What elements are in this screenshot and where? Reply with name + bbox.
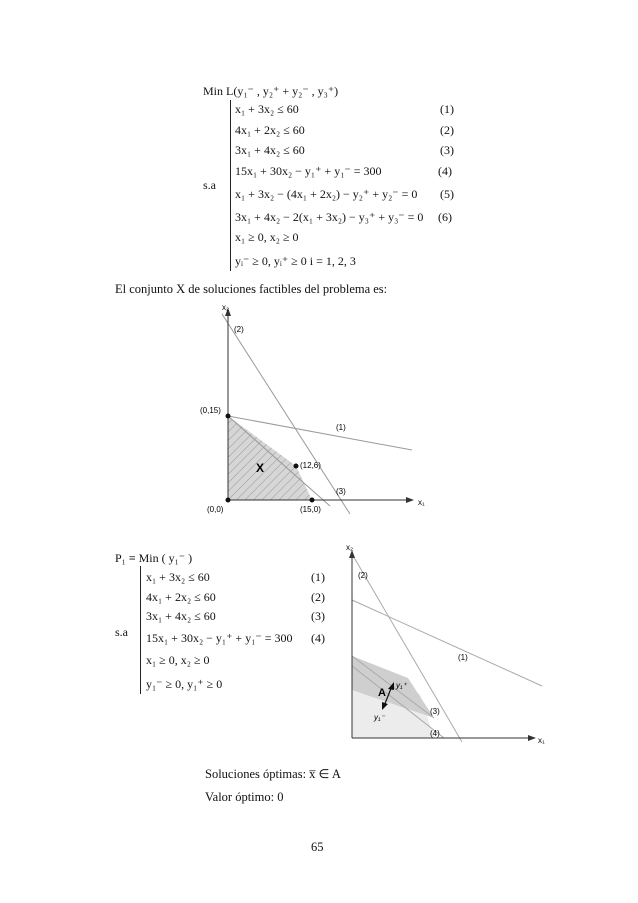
point-label-0-0: (0,0) (207, 505, 224, 514)
x2-axis-label: x₂ (222, 303, 230, 312)
constraint-6-tag: (6) (438, 210, 452, 224)
nonneg-y: yᵢ⁻ ≥ 0, yᵢ⁺ ≥ 0 i = 1, 2, 3 (235, 254, 356, 268)
p1-nonneg-y: y₁⁻ ≥ 0, y₁⁺ ≥ 0 (146, 677, 223, 691)
optimal-value: Valor óptimo: 0 (205, 790, 284, 804)
g2-line-2-label: (2) (358, 571, 368, 580)
p1-constraint-4: 15x₁ + 30x₂ − y₁⁺ + y₁⁻ = 300 (146, 631, 293, 645)
p1-constraint-3-tag: (3) (311, 609, 325, 623)
point-label-15-0: (15,0) (300, 505, 321, 514)
subproblem-st-label: s.a (115, 625, 128, 639)
st-label: s.a (203, 178, 216, 192)
vertex-15-0 (310, 498, 315, 503)
caption-feasible-set: El conjunto X de soluciones factibles del problema es: (115, 282, 388, 296)
constraint-4-tag: (4) (438, 164, 452, 178)
line-2-label: (2) (234, 325, 244, 334)
region-label-a: A (378, 687, 386, 699)
point-label-0-15: (0,15) (200, 406, 221, 415)
p1-constraint-2: 4x₁ + 2x₂ ≤ 60 (146, 590, 216, 604)
subproblem-brace (140, 566, 141, 694)
constraint-2: 4x₁ + 2x₂ ≤ 60 (235, 123, 305, 137)
constraint-4: 15x₁ + 30x₂ − y₁⁺ + y₁⁻ = 300 (235, 164, 382, 178)
constraint-1-tag: (1) (440, 102, 454, 116)
page-number: 65 (311, 840, 324, 854)
p1-constraint-1: x₁ + 3x₂ ≤ 60 (146, 570, 210, 584)
subproblem-graph (330, 540, 555, 760)
p1-constraint-2-tag: (2) (311, 590, 325, 604)
constraint-2-tag: (2) (440, 123, 454, 137)
p1-nonneg-x: x₁ ≥ 0, x₂ ≥ 0 (146, 653, 210, 667)
nonneg-x: x₁ ≥ 0, x₂ ≥ 0 (235, 230, 299, 244)
optimal-solutions: Soluciones óptimas: x̅ ∈ A (205, 767, 341, 781)
g2-x1-axis-label: x₁ (538, 736, 545, 745)
g2-line-3-label: (3) (430, 707, 440, 716)
p1-constraint-3: 3x₁ + 4x₂ ≤ 60 (146, 609, 216, 623)
constraint-1: x₁ + 3x₂ ≤ 60 (235, 102, 299, 116)
x1-axis-label: x₁ (418, 498, 425, 507)
constraint-5-tag: (5) (440, 187, 454, 201)
p1-constraint-4-tag: (4) (311, 631, 325, 645)
point-label-12-6: (12,6) (300, 461, 321, 470)
p1-constraint-1-tag: (1) (311, 570, 325, 584)
line-1-label: (1) (336, 423, 346, 432)
g2-x2-axis-label: x₂ (346, 543, 354, 552)
vertex-12-6 (294, 464, 299, 469)
constraint-6: 3x₁ + 4x₂ − 2(x₁ + 3x₂) − y₃⁺ + y₃⁻ = 0 (235, 210, 424, 224)
constraint-3-tag: (3) (440, 143, 454, 157)
g2-line-4-label: (4) (430, 729, 440, 738)
line-3-label: (3) (336, 487, 346, 496)
vertex-0-0 (226, 498, 231, 503)
subproblem-title: P₁ ≡ Min ( y₁⁻ ) (115, 551, 193, 565)
region-label-x: X (256, 461, 265, 475)
g2-line-1-label: (1) (458, 653, 468, 662)
y-plus-label: y₁⁺ (396, 681, 407, 690)
constraint-brace (230, 100, 231, 271)
feasible-set-graph (190, 300, 450, 530)
vertex-0-15 (226, 414, 231, 419)
constraint-3: 3x₁ + 4x₂ ≤ 60 (235, 143, 305, 157)
y-minus-label: y₁⁻ (374, 713, 385, 722)
objective-function: Min L(y₁⁻ , y₂⁺ + y₂⁻ , y₃⁺) (203, 84, 339, 98)
constraint-5: x₁ + 3x₂ − (4x₁ + 2x₂) − y₂⁺ + y₂⁻ = 0 (235, 187, 418, 201)
